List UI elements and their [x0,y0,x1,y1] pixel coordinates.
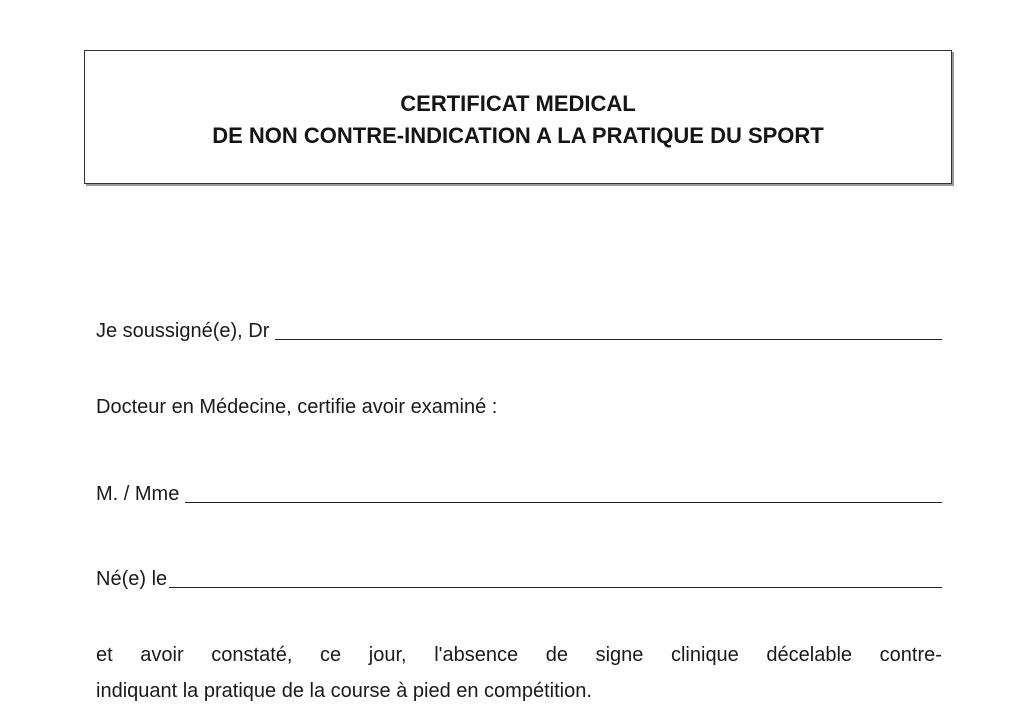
patient-name-field [96,475,942,505]
doctor-name-field [96,312,942,342]
patient-name-blank-line[interactable] [185,502,942,503]
examined-statement: Docteur en Médecine, certifie avoir examiné : [96,396,498,418]
certificate-title: CERTIFICAT MEDICAL [400,91,636,116]
title-box [84,50,952,184]
certificate-subtitle: DE NON CONTRE-INDICATION A LA PRATIQUE DU SPORT [212,123,824,148]
birth-date-blank-line[interactable] [169,587,942,588]
statement-word: constaté, [211,644,293,666]
doctor-name-label: Je soussigné(e), Dr [96,320,270,342]
statement-word: l'absence [434,644,519,666]
statement-word: jour, [368,644,407,666]
statement-line-1 [96,644,942,667]
statement-word: contre- [879,644,942,666]
statement-word: de [545,644,568,666]
statement-word: ce [320,644,342,666]
birth-date-field [96,560,942,590]
doctor-name-blank-line[interactable] [275,339,942,340]
statement-word: signe [595,644,644,666]
statement-word: clinique [670,644,739,666]
statement-word: avoir [140,644,184,666]
statement-word: décelable [766,644,853,666]
statement-word: et [96,644,113,666]
patient-name-label: M. / Mme [96,483,180,505]
statement-line-2: indiquant la pratique de la course à pied en compétition. [96,680,592,702]
birth-date-label: Né(e) le [96,568,168,590]
